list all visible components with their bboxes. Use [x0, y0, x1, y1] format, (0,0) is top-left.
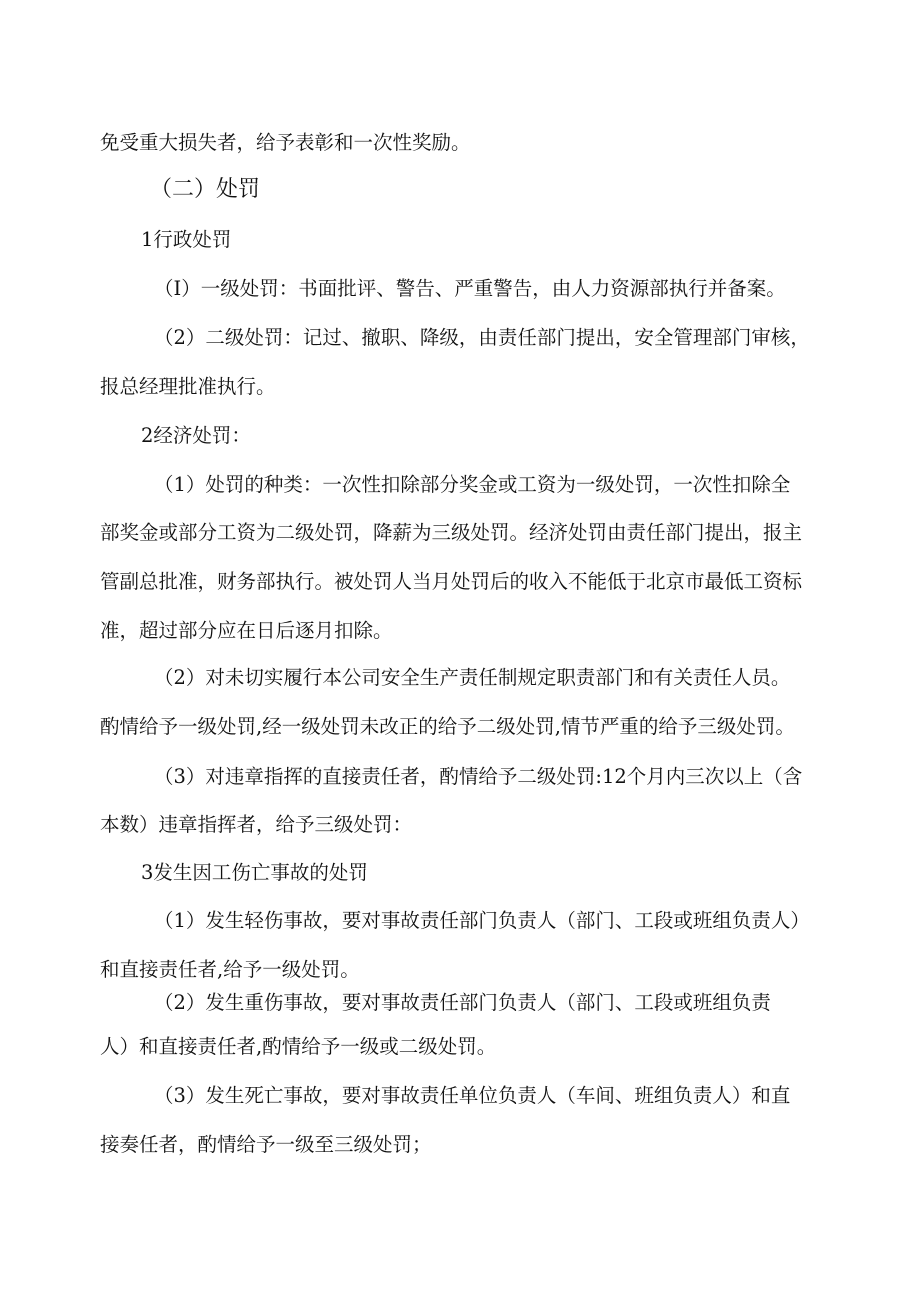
subsection-heading: 2经济处罚： — [141, 424, 251, 447]
paragraph-line: （1）处罚的种类：一次性扣除部分奖金或工资为一级处罚，一次性扣除全 — [154, 473, 791, 496]
paragraph-line: 准，超过部分应在日后逐月扣除。 — [100, 619, 393, 642]
paragraph-line: （2）发生重伤事故，要对事故责任部门负责人（部门、工段或班组负责 — [154, 991, 771, 1014]
paragraph-line: 人）和直接责任者,酌情给予一级或二级处罚。 — [100, 1035, 497, 1058]
paragraph-line: （3）发生死亡事故，要对事故责任单位负责人（车间、班组负责人）和直 — [154, 1084, 791, 1107]
paragraph-line: 接奏任者，酌情给予一级至三级处罚； — [100, 1133, 432, 1156]
paragraph-line: 管副总批准，财务部执行。被处罚人当月处罚后的收入不能低于北京市最低工资标 — [100, 570, 803, 593]
subsection-heading: 1行政处罚 — [141, 228, 232, 251]
paragraph-line: 酌情给予一级处罚,经一级处罚未改正的给予二级处罚,情节严重的给予三级处罚。 — [100, 715, 795, 738]
paragraph-line: （2）二级处罚：记过、撤职、降级，由责任部门提出，安全管理部门审核， — [154, 326, 810, 349]
paragraph-line: （3）对违章指挥的直接责任者，酌情给予二级处罚:12个月内三次以上（含 — [154, 765, 803, 788]
paragraph-line: 部奖金或部分工资为二级处罚，降薪为三级处罚。经济处罚由责任部门提出，报主 — [100, 521, 803, 544]
paragraph-line: （1）发生轻伤事故，要对事故责任部门负责人（部门、工段或班组负责人） — [154, 909, 810, 932]
paragraph-line: 和直接责任者,给予一级处罚。 — [100, 958, 360, 981]
paragraph-line: 免受重大损失者，给予表彰和一次性奖励。 — [100, 131, 471, 154]
paragraph-line: （2）对未切实履行本公司安全生产责任制规定职责部门和有关责任人员。 — [154, 666, 791, 689]
section-heading: （二）处罚 — [150, 177, 261, 202]
subsection-heading: 3发生因工伤亡事故的处罚 — [141, 861, 368, 884]
paragraph-line: 报总经理批准执行。 — [100, 375, 276, 398]
paragraph-line: （I）一级处罚：书面批评、警告、严重警告，由人力资源部执行并备案。 — [154, 277, 786, 300]
paragraph-line: 本数）违章指挥者，给予三级处罚： — [100, 813, 413, 836]
